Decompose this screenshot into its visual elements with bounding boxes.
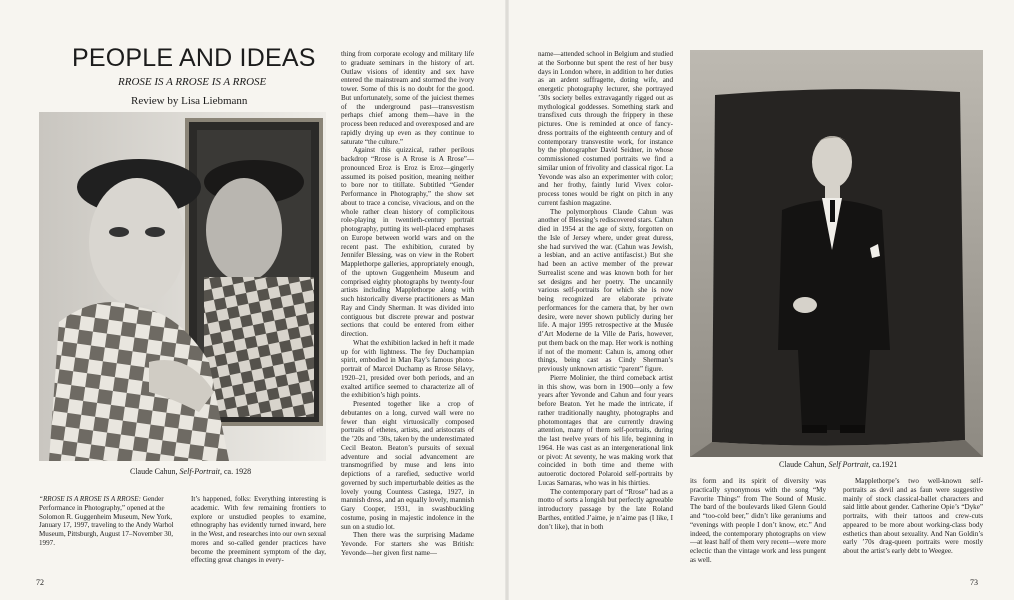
article-column-right-page	[538, 50, 673, 578]
exhibition-note-text: Gender Performance in Photography,” opened at the Solomon R. Guggenheim Museum, New York, January 17, 1997, traveling to the Andy Warhol Museum, Pittsburgh, August 17–November 30, 1997.	[39, 495, 174, 547]
caption-date: ca. 1928	[224, 467, 252, 476]
photo-caption-right	[779, 460, 897, 469]
caption-work: Self Portrait,	[828, 460, 871, 469]
caption-date: ca.1921	[872, 460, 898, 469]
column-paragraph: Mapplethorpe’s two well-known self-portraits as devil and as faun were suggestive mainly of stock classical-ballet characters and said little about gender. Catherine Opie’s “Dyke” portraits, with their tattoos and crew-cuts appeared to be more about working-class body esthetics than about sexuality. And Nan Goldin’s early ’70s drag-queen portraits were mostly about the artist’s early debt to Weegee.	[843, 477, 983, 555]
right-page	[507, 0, 1014, 600]
article-column-intro	[191, 495, 326, 570]
page-number-left: 72	[36, 578, 44, 587]
column-paragraph: The contemporary part of “Rrose” had as a motto of sorts a longish but perfectly agreeable introductory passage by the late Roland Barthes, entitled J’aime, je n’aime pas (I like, I don’t like), that in both	[538, 487, 673, 531]
column-paragraph: Presented together like a crop of debutantes on a long, curved wall were no fewer than eight virtuosically composed portraits of ethetes, artists, and aristocrats of the ’20s and ’30s, taken by the underestimated Cecil Beaton. Beaton’s pursuits of sexual adventure and social advancement are transmogrified by muse and lens into depictions of a rarefied, seductive world governed by such imperturbable deities as the lovely young Countess Castega, 1927, in mannish dress, and an equally lovely, mannish Gary Cooper, 1931, in swashbuckling costume, posing in majestic indolence in the sun on a studio lot.	[341, 400, 474, 531]
column-paragraph: thing from corporate ecology and military life to graduate seminars in the history of art. Outlaw visions of identity and sex have entered the mainstream and stormed the ivory tower. Some of this is no doubt for the good. But unfortunately, some of the juiciest themes of the underground past—transvestism perhaps chief among them—have in the process been reduced and overexposed and are rapidly drying up even as they continue to saturate “the culture.”	[341, 50, 474, 146]
article-column-bottom-left	[690, 477, 826, 575]
column-paragraph: What the exhibition lacked in heft it made up for with lightness. The fey Duchampian spirit, embodied in Man Ray’s famous photo-portrait of Marcel Duchamp as Rrose Sélavy, 1920–21, presided over both periods, and an exalted artifice seemed to characterize all of the exhibition’s high points.	[341, 338, 474, 400]
column-paragraph: Then there was the surprising Madame Yevonde. For starters she was British: Yevonde—her given first name—	[341, 531, 474, 557]
column-paragraph: Against this quizzical, rather perilous backdrop “Rrose is A Rrose is A Rrose”—pronounced Eroz is Eroz is Eroz—gingerly assumed its poised position, meaning neither to bore nor to titillate. Subtitled “Gender Performance in Photography,” the show set about to trace a concise, vivacious, and on the whole rather clean history of complicitous role-playing in twentieth-century portrait photography, putting its well-placed emphases on Europe between world wars and on the recent past. The exhibition, curated by Jennifer Blessing, was on view in the Robert Mapplethorpe galleries, appropriately enough, of the uptown Guggenheim Museum and comprised eighty photographs by twenty-four artists including Mapplethorpe along with such historically diverse practitioners as Man Ray and Cindy Sherman. It was divided into contiguous but discrete prewar and postwar sections that could be entered from either direction.	[341, 146, 474, 338]
column-paragraph: name—attended school in Belgium and studied at the Sorbonne but spent the rest of her busy days in London where, in addition to her duties as an ardent suffragette, doting wife, and energetic photography lecturer, she portrayed ’30s society belles extravagantly rigged out as mythological goddesses. Something stark and transfixed cuts through the frippery in these pictures. One is reminded at once of fancy-dress portraits of the eighteenth century and of contemporary transvestite work, for instance by the photographer David Seidner, in whose commissioned costumed portraits we find a similar union of frivolity and classical rigor. La Yevonde was also an experimenter with color; and her frothy, faintly lurid Vivex color-process tones would be right on pitch in any current fashion magazine.	[538, 50, 673, 207]
column-paragraph: It’s happened, folks: Everything interesting is academic. With few remaining frontiers to explore or unstudied peoples to examine, ethnography has evidently turned inward, here in the West, and researches into our own sexual mores and so-called gender practices have become the preeminent symptom of the day, effecting great changes in every-	[191, 495, 326, 565]
page-number-right: 73	[970, 578, 978, 587]
article-column-left-page	[341, 50, 474, 578]
caption-artist: Claude Cahun,	[130, 467, 178, 476]
article-column-bottom-right	[843, 477, 983, 575]
exhibition-note-title: “RROSE IS A RROSE IS A RROSE:	[39, 495, 141, 503]
caption-work: Self-Portrait,	[179, 467, 222, 476]
photo-caption-left	[130, 467, 251, 476]
cahun-mirror-photo	[39, 112, 326, 461]
exhibition-note	[39, 495, 174, 548]
column-paragraph: The polymorphous Claude Cahun was another of Blessing’s rediscovered stars. Cahun died in 1954 at the age of sixty, forgotten on the Isle of Jersey where, under great duress, she had survived the war. (Cahun was Jewish, a lesbian, and an active antifascist.) But she had been an active member of the prewar Surrealist scene and was known both for her set designs and her poetry. The uncannily various self-portraits for which she is now being recognized are elaborate private performances for the camera that, by her own desire, were never shown publicly during her life. A major 1995 retrospective at the Musée d’Art Moderne de la Ville de Paris, however, put them back on the map. Her work is nothing if not of the moment: Cahun is, among other things, being cast as Cindy Sherman’s previously unknown artistic “parent” figure.	[538, 207, 673, 373]
column-paragraph: its form and its spirit of diversity was practically synonymous with the song “My Favorite Things” from The Sound of Music. The bard of the boulevards liked Glenn Gould and “too-cold beer,” didn’t like geraniums and “evenings with people I don’t know, etc.” And indeed, the contemporary photographs on view—at least half of them very recent—were more eclectic than the vintage work and less pungent as well.	[690, 477, 826, 564]
cahun-standing-photo	[690, 50, 983, 457]
article-subheading: RROSE IS A RROSE IS A RROSE	[118, 76, 267, 88]
article-heading: PEOPLE AND IDEAS	[72, 44, 316, 72]
caption-artist: Claude Cahun,	[779, 460, 827, 469]
article-byline: Review by Lisa Liebmann	[131, 95, 248, 107]
column-paragraph: Pierre Molinier, the third comeback artist in this show, was born in 1900—only a few years after Yevonde and Cahun and four years before Beaton. Yet he made the intricate, if rather traditionally naughty, photographs and photomontages that are currently drawing attention, many of them self-portraits, during the last twelve years of his life, beginning in 1964. He was cast as an intergenerational link or pivot: At seventy, he was making work that coincided in both time and theme with autoerotic doctored Polaroid self-portraits by Lucas Samaras, who was in his thirties.	[538, 373, 673, 487]
